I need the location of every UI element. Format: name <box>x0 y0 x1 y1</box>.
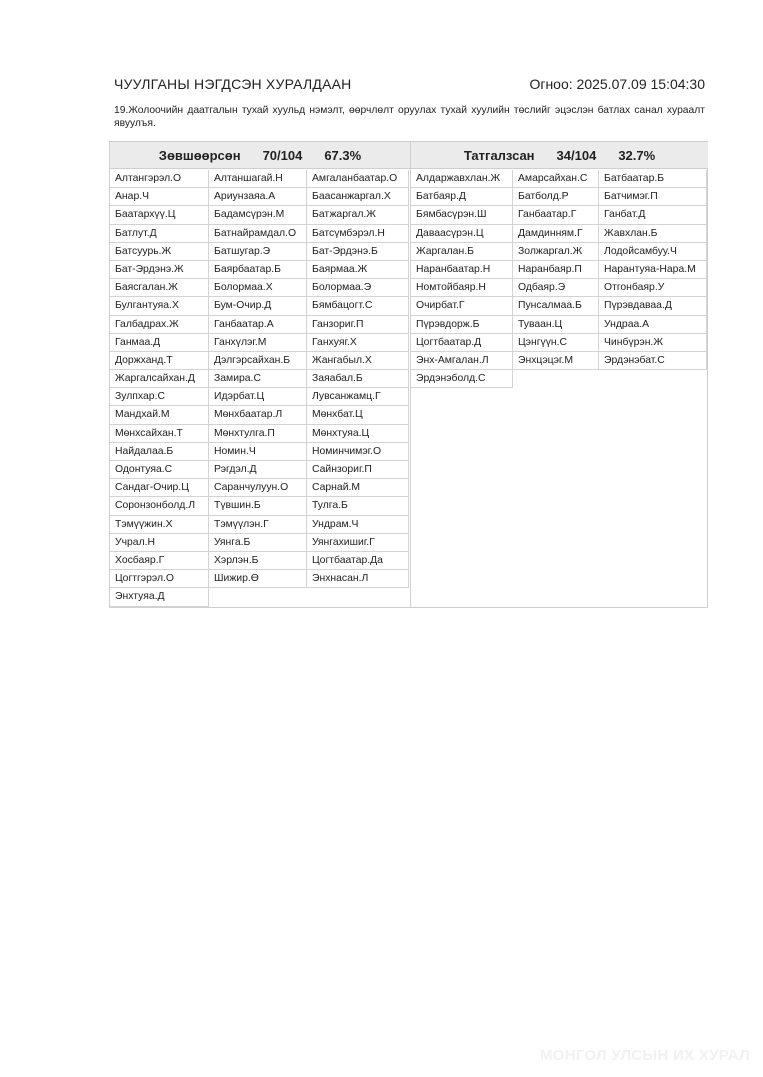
member-name-cell: Хэрлэн.Б <box>209 552 307 570</box>
member-name-cell: Идэрбат.Ц <box>209 388 307 406</box>
member-name-cell: Батжаргал.Ж <box>307 206 409 224</box>
motion-text: 19.Жолоочийн даатгалын тухай хуульд нэмэлт, өөрчлөлт оруулах тухай хуулийн төслийг эцэслэн батлах санал хураалт явуулъя. <box>114 105 705 129</box>
member-name-cell: Батбаатар.Б <box>599 170 707 188</box>
member-name-cell: Ганбаатар.Г <box>513 206 599 224</box>
session-title: ЧУУЛГАНЫ НЭГДСЭН ХУРАЛДААН <box>114 76 352 92</box>
member-name-cell: Жавхлан.Б <box>599 225 707 243</box>
member-name-cell: Пүрэвдорж.Б <box>411 316 513 334</box>
member-name-cell: Цэнгүүн.С <box>513 334 599 352</box>
member-name-cell: Одонтуяа.С <box>110 461 209 479</box>
member-name-cell: Сандаг-Очир.Ц <box>110 479 209 497</box>
member-name-cell: Галбадрах.Ж <box>110 316 209 334</box>
member-name-cell: Нарантуяа-Нара.М <box>599 261 707 279</box>
member-name-cell: Жаргалан.Б <box>411 243 513 261</box>
member-name-cell: Баярмаа.Ж <box>307 261 409 279</box>
member-name-cell: Уянгахишиг.Г <box>307 534 409 552</box>
member-name-cell: Алтаншагай.Н <box>209 170 307 188</box>
member-name-cell: Ундрам.Ч <box>307 516 409 534</box>
rejected-percent: 32.7% <box>618 147 656 163</box>
member-name-cell: Бадамсүрэн.М <box>209 206 307 224</box>
member-name-cell: Цогтбаатар.Д <box>411 334 513 352</box>
member-name-cell: Батсуурь.Ж <box>110 243 209 261</box>
member-name-cell: Даваасүрэн.Ц <box>411 225 513 243</box>
member-name-cell: Мөнхтулга.П <box>209 425 307 443</box>
rejected-header <box>411 142 708 169</box>
member-name-cell: Тэмүүжин.Х <box>110 516 209 534</box>
approved-count: 70/104 <box>262 147 303 163</box>
member-name-cell: Алдаржавхлан.Ж <box>411 170 513 188</box>
vote-results-table <box>109 141 708 608</box>
member-name-cell: Булгантуяа.Х <box>110 297 209 315</box>
member-name-cell: Пүрэвдаваа.Д <box>599 297 707 315</box>
rejected-label: Татгалзсан <box>463 147 535 163</box>
approved-header <box>110 142 410 169</box>
member-name-cell: Номтойбаяр.Н <box>411 279 513 297</box>
member-name-cell: Түвшин.Б <box>209 497 307 515</box>
member-name-cell: Цогтбаатар.Да <box>307 552 409 570</box>
member-name-cell: Мөнхтуяа.Ц <box>307 425 409 443</box>
member-name-cell: Ганбаатар.А <box>209 316 307 334</box>
member-name-cell: Туваан.Ц <box>513 316 599 334</box>
member-name-cell: Бямбасүрэн.Ш <box>411 206 513 224</box>
member-name-cell: Ганхуяг.Х <box>307 334 409 352</box>
member-name-cell: Золжаргал.Ж <box>513 243 599 261</box>
member-name-cell: Энхцэцэг.М <box>513 352 599 370</box>
member-name-cell: Пунсалмаа.Б <box>513 297 599 315</box>
member-name-cell: Ганбат.Д <box>599 206 707 224</box>
member-name-cell: Болормаа.Э <box>307 279 409 297</box>
member-name-cell: Тулга.Б <box>307 497 409 515</box>
member-name-cell: Баатархүү.Ц <box>110 206 209 224</box>
member-name-cell: Мөнхбаатар.Л <box>209 406 307 424</box>
member-name-cell: Батшугар.Э <box>209 243 307 261</box>
member-name-cell: Чинбүрэн.Ж <box>599 334 707 352</box>
member-name-cell: Батнайрамдал.О <box>209 225 307 243</box>
member-name-cell: Анар.Ч <box>110 188 209 206</box>
member-name-cell: Рэгдэл.Д <box>209 461 307 479</box>
member-name-cell: Баасанжаргал.Х <box>307 188 409 206</box>
member-name-cell: Одбаяр.Э <box>513 279 599 297</box>
approved-percent: 67.3% <box>324 147 362 163</box>
member-name-cell: Энх-Амгалан.Л <box>411 352 513 370</box>
member-name-cell: Найдалаа.Б <box>110 443 209 461</box>
member-name-cell: Болормаа.Х <box>209 279 307 297</box>
vote-datetime: Огноо: 2025.07.09 15:04:30 <box>529 76 705 92</box>
member-name-cell: Эрдэнэболд.С <box>411 370 513 388</box>
watermark-text: МОНГОЛ УЛСЫН ИХ ХУРАЛ <box>540 1047 750 1064</box>
member-name-cell: Жаргалсайхан.Д <box>110 370 209 388</box>
member-name-cell: Ариунзаяа.А <box>209 188 307 206</box>
member-name-cell: Бат-Эрдэнэ.Ж <box>110 261 209 279</box>
member-name-cell: Дэлгэрсайхан.Б <box>209 352 307 370</box>
member-name-cell: Соронзонболд.Л <box>110 497 209 515</box>
member-name-cell: Бат-Эрдэнэ.Б <box>307 243 409 261</box>
member-name-cell: Бум-Очир.Д <box>209 297 307 315</box>
member-name-cell: Сарнай.М <box>307 479 409 497</box>
member-name-cell: Лодойсамбуу.Ч <box>599 243 707 261</box>
member-name-cell: Номин.Ч <box>209 443 307 461</box>
rejected-count: 34/104 <box>556 147 597 163</box>
member-name-cell: Замира.С <box>209 370 307 388</box>
member-name-cell: Дамдинням.Г <box>513 225 599 243</box>
member-name-cell: Саранчулуун.О <box>209 479 307 497</box>
member-name-cell: Наранбаяр.П <box>513 261 599 279</box>
member-name-cell: Мөнхсайхан.Т <box>110 425 209 443</box>
member-name-cell: Алтангэрэл.О <box>110 170 209 188</box>
member-name-cell: Мандхай.М <box>110 406 209 424</box>
member-name-cell: Ганзориг.П <box>307 316 409 334</box>
member-name-cell: Батсүмбэрэл.Н <box>307 225 409 243</box>
member-name-cell: Бямбацогт.С <box>307 297 409 315</box>
member-name-cell: Шижир.Ө <box>209 570 307 588</box>
approved-names-grid <box>110 170 409 607</box>
member-name-cell: Наранбаатар.Н <box>411 261 513 279</box>
member-name-cell: Ганмаа.Д <box>110 334 209 352</box>
member-name-cell: Жангабыл.Х <box>307 352 409 370</box>
approved-label: Зөвшөөрсөн <box>158 147 241 163</box>
member-name-cell: Баясгалан.Ж <box>110 279 209 297</box>
member-name-cell: Заяабал.Б <box>307 370 409 388</box>
member-name-cell: Ганхүлэг.М <box>209 334 307 352</box>
member-name-cell: Амгаланбаатар.О <box>307 170 409 188</box>
member-name-cell: Батбаяр.Д <box>411 188 513 206</box>
member-name-cell: Учрал.Н <box>110 534 209 552</box>
member-name-cell: Хосбаяр.Г <box>110 552 209 570</box>
member-name-cell: Эрдэнэбат.С <box>599 352 707 370</box>
member-name-cell: Очирбат.Г <box>411 297 513 315</box>
member-name-cell: Зулпхар.С <box>110 388 209 406</box>
member-name-cell: Доржханд.Т <box>110 352 209 370</box>
member-name-cell: Номинчимэг.О <box>307 443 409 461</box>
member-name-cell: Мөнхбат.Ц <box>307 406 409 424</box>
member-name-cell: Сайнзориг.П <box>307 461 409 479</box>
member-name-cell: Ундраа.А <box>599 316 707 334</box>
page-header <box>114 76 705 96</box>
member-name-cell: Отгонбаяр.У <box>599 279 707 297</box>
rejected-names-grid <box>411 170 707 388</box>
approved-panel <box>110 142 410 607</box>
member-name-cell: Тэмүүлэн.Г <box>209 516 307 534</box>
member-name-cell: Энхнасан.Л <box>307 570 409 588</box>
member-name-cell: Баярбаатар.Б <box>209 261 307 279</box>
member-name-cell: Амарсайхан.С <box>513 170 599 188</box>
rejected-panel <box>411 142 708 607</box>
member-name-cell: Энхтуяа.Д <box>110 588 209 606</box>
member-name-cell: Батболд.Р <box>513 188 599 206</box>
member-name-cell: Цогтгэрэл.О <box>110 570 209 588</box>
member-name-cell: Лувсанжамц.Г <box>307 388 409 406</box>
member-name-cell: Батчимэг.П <box>599 188 707 206</box>
member-name-cell: Уянга.Б <box>209 534 307 552</box>
member-name-cell: Батлут.Д <box>110 225 209 243</box>
